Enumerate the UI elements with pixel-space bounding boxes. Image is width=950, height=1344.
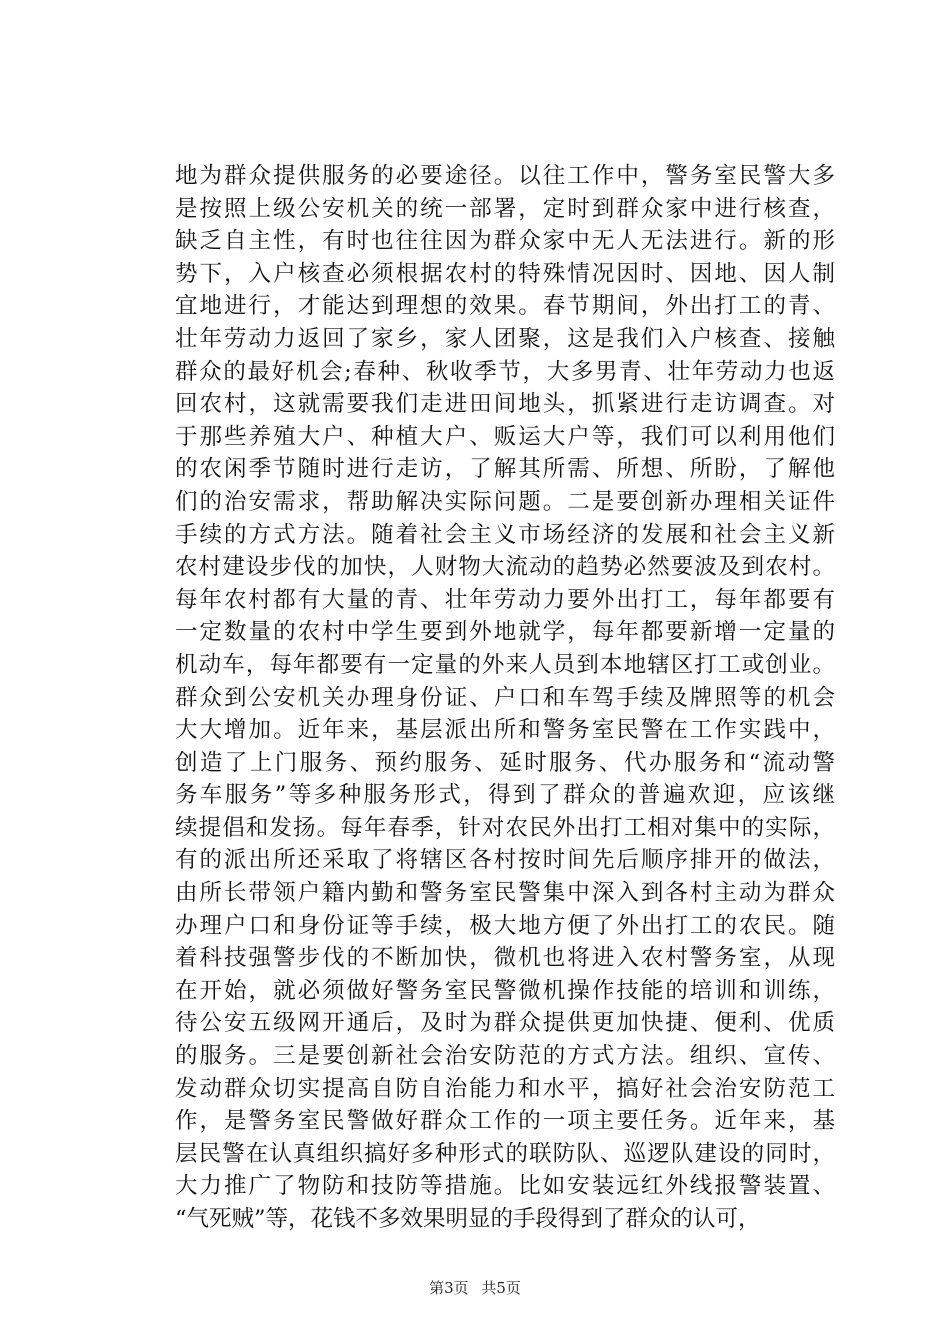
text-line: 手续的方式方法。随着社会主义市场经济的发展和社会主义新 [175,521,835,548]
text-line: 势下，入户核查必须根据农村的特殊情况因时、因地、因人制 [175,260,835,287]
text-line: 待公安五级网开通后，及时为群众提供更加快捷、便利、优质 [175,1010,835,1037]
text-line: 作，是警务室民警做好群众工作的一项主要任务。近年来，基 [175,1108,835,1135]
text-line: 回农村，这就需要我们走进田间地头，抓紧进行走访调查。对 [175,391,835,418]
text-line: 们的治安需求，帮助解决实际问题。二是要创新办理相关证件 [175,488,835,515]
text-line: 是按照上级公安机关的统一部署，定时到群众家中进行核查， [175,195,835,222]
text-line: 着科技强警步伐的不断加快，微机也将进入农村警务室，从现 [175,945,835,972]
text-line: 续提倡和发扬。每年春季，针对农民外出打工相对集中的实际， [175,814,835,841]
text-line: 大大增加。近年来，基层派出所和警务室民警在工作实践中， [175,717,835,744]
page-total-label: 共5页 [481,1279,521,1297]
text-line: 的农闲季节随时进行走访，了解其所需、所想、所盼，了解他 [175,456,835,483]
text-line: 机动车，每年都要有一定量的外来人员到本地辖区打工或创业。 [175,651,835,678]
text-line: 务车服务”等多种服务形式，得到了群众的普遍欢迎，应该继 [175,782,835,809]
text-line: 发动群众切实提高自防自治能力和水平，搞好社会治安防范工 [175,1075,835,1102]
text-line: 大力推广了物防和技防等措施。比如安装远红外线报警装置、 [175,1173,835,1200]
page-footer [0,1277,950,1298]
text-line: 地为群众提供服务的必要途径。以往工作中，警务室民警大多 [175,163,835,189]
text-line: 农村建设步伐的加快，人财物大流动的趋势必然要波及到农村。 [175,554,835,581]
text-line: 在开始，就必须做好警务室民警微机操作技能的培训和训练， [175,977,835,1004]
page-current-label: 第3页 [429,1279,469,1297]
text-line: 于那些养殖大户、种植大户、贩运大户等，我们可以利用他们 [175,423,835,450]
text-line: 群众到公安机关办理身份证、户口和车驾手续及牌照等的机会 [175,684,835,711]
text-line: 的服务。三是要创新社会治安防范的方式方法。组织、宣传、 [175,1043,835,1070]
body-text [175,160,835,1236]
text-line: 每年农村都有大量的青、壮年劳动力要外出打工，每年都要有 [175,586,835,613]
text-line: 有的派出所还采取了将辖区各村按时间先后顺序排开的做法， [175,847,835,874]
text-line: 宜地进行，才能达到理想的效果。春节期间，外出打工的青、 [175,293,835,320]
text-line: 壮年劳动力返回了家乡，家人团聚，这是我们入户核查、接触 [175,325,835,352]
text-line: 由所长带领户籍内勤和警务室民警集中深入到各村主动为群众 [175,880,835,907]
text-line: 创造了上门服务、预约服务、延时服务、代办服务和“流动警 [175,749,835,776]
text-line: “气死贼”等，花钱不多效果明显的手段得到了群众的认可， [175,1206,761,1232]
text-line: 群众的最好机会;春种、秋收季节，大多男青、壮年劳动力也返 [175,358,835,385]
text-line: 层民警在认真组织搞好多种形式的联防队、巡逻队建设的同时， [175,1140,835,1167]
text-line: 一定数量的农村中学生要到外地就学，每年都要新增一定量的 [175,619,835,646]
text-line: 办理户口和身份证等手续，极大地方便了外出打工的农民。随 [175,912,835,939]
text-line: 缺乏自主性，有时也往往因为群众家中无人无法进行。新的形 [175,228,835,255]
